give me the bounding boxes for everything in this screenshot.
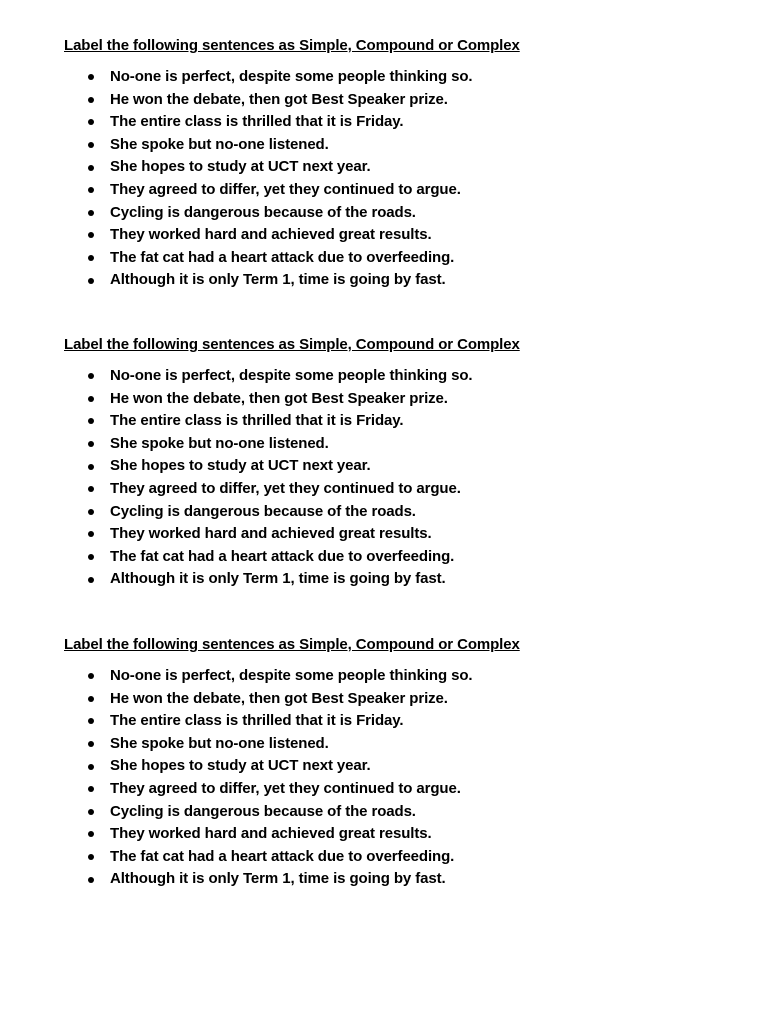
bullet-icon [88, 673, 94, 679]
sentence-text: The fat cat had a heart attack due to overfeeding. [110, 547, 455, 565]
bullet-icon [88, 187, 94, 193]
sentence-text: No-one is perfect, despite some people thinking so. [110, 68, 473, 85]
list-item [64, 478, 714, 501]
sentence-text: She spoke but no-one listened. [110, 734, 329, 752]
bullet-icon [88, 554, 94, 560]
list-item [64, 501, 714, 524]
sentence-text: They worked hard and achieved great results. [110, 825, 432, 843]
sentence-text: No-one is perfect, despite some people thinking so. [110, 667, 473, 684]
bullet-icon [88, 119, 94, 125]
sentence-text: She spoke but no-one listened. [110, 135, 329, 153]
list-item [64, 568, 714, 591]
sentence-text: The entire class is thrilled that it is Friday. [110, 412, 404, 430]
sentence-text: The entire class is thrilled that it is Friday. [110, 712, 404, 730]
sentence-list [64, 665, 714, 891]
sentence-text: No-one is perfect, despite some people thinking so. [110, 367, 473, 384]
bullet-icon [88, 74, 94, 80]
bullet-icon [88, 854, 94, 860]
bullet-icon [88, 877, 94, 883]
sentence-text: Although it is only Term 1, time is going by fast. [110, 870, 446, 888]
list-item [64, 156, 714, 179]
bullet-icon [88, 786, 94, 792]
sentence-text: They agreed to differ, yet they continued to argue. [110, 779, 461, 797]
bullet-icon [88, 486, 94, 492]
bullet-icon [88, 831, 94, 837]
list-item [64, 224, 714, 247]
sentence-text: The entire class is thrilled that it is Friday. [110, 113, 404, 131]
list-item [64, 388, 714, 411]
sentence-text: She hopes to study at UCT next year. [110, 757, 371, 775]
sentence-list [64, 365, 714, 591]
bullet-icon [88, 210, 94, 216]
bullet-icon [88, 97, 94, 103]
bullet-icon [88, 464, 94, 470]
sentence-text: Cycling is dangerous because of the roads. [110, 502, 416, 520]
list-item [64, 365, 714, 388]
bullet-icon [88, 418, 94, 424]
list-item [64, 546, 714, 569]
list-item [64, 523, 714, 546]
list-item [64, 455, 714, 478]
list-item [64, 733, 714, 756]
bullet-icon [88, 577, 94, 583]
bullet-icon [88, 764, 94, 770]
bullet-icon [88, 373, 94, 379]
sentence-text: Cycling is dangerous because of the roads. [110, 203, 416, 221]
list-item [64, 801, 714, 824]
bullet-icon [88, 509, 94, 515]
sentence-text: She hopes to study at UCT next year. [110, 457, 371, 475]
list-item [64, 269, 714, 292]
list-item [64, 202, 714, 225]
section-heading: Label the following sentences as Simple, Compound or Complex [64, 37, 520, 54]
bullet-icon [88, 142, 94, 148]
bullet-icon [88, 165, 94, 171]
list-item [64, 778, 714, 801]
bullet-icon [88, 741, 94, 747]
sentence-text: He won the debate, then got Best Speaker prize. [110, 689, 448, 707]
bullet-icon [88, 696, 94, 702]
bullet-icon [88, 255, 94, 261]
list-item [64, 846, 714, 869]
list-item [64, 433, 714, 456]
sentence-list [64, 66, 714, 292]
bullet-icon [88, 531, 94, 537]
bullet-icon [88, 809, 94, 815]
section-heading: Label the following sentences as Simple, Compound or Complex [64, 636, 520, 653]
sentence-text: Although it is only Term 1, time is going by fast. [110, 271, 446, 289]
exercise-section-1 [64, 36, 714, 292]
list-item [64, 111, 714, 134]
section-heading: Label the following sentences as Simple, Compound or Complex [64, 336, 520, 353]
list-item [64, 868, 714, 891]
sentence-text: They agreed to differ, yet they continued to argue. [110, 180, 461, 198]
list-item [64, 89, 714, 112]
list-item [64, 710, 714, 733]
bullet-icon [88, 396, 94, 402]
sentence-text: Although it is only Term 1, time is going by fast. [110, 570, 446, 588]
sentence-text: He won the debate, then got Best Speaker prize. [110, 389, 448, 407]
list-item [64, 755, 714, 778]
exercise-section-3 [64, 635, 714, 891]
sentence-text: They worked hard and achieved great results. [110, 525, 432, 543]
list-item [64, 179, 714, 202]
bullet-icon [88, 232, 94, 238]
exercise-section-2 [64, 335, 714, 591]
sentence-text: She spoke but no-one listened. [110, 434, 329, 452]
sentence-text: She hopes to study at UCT next year. [110, 158, 371, 176]
list-item [64, 247, 714, 270]
sentence-text: They worked hard and achieved great results. [110, 226, 432, 244]
list-item [64, 410, 714, 433]
sentence-text: Cycling is dangerous because of the roads. [110, 802, 416, 820]
list-item [64, 66, 714, 89]
sentence-text: The fat cat had a heart attack due to overfeeding. [110, 248, 455, 266]
bullet-icon [88, 441, 94, 447]
sentence-text: They agreed to differ, yet they continued to argue. [110, 479, 461, 497]
sentence-text: He won the debate, then got Best Speaker prize. [110, 90, 448, 108]
bullet-icon [88, 718, 94, 724]
list-item [64, 823, 714, 846]
bullet-icon [88, 278, 94, 284]
list-item [64, 688, 714, 711]
list-item [64, 665, 714, 688]
list-item [64, 134, 714, 157]
sentence-text: The fat cat had a heart attack due to overfeeding. [110, 847, 455, 865]
